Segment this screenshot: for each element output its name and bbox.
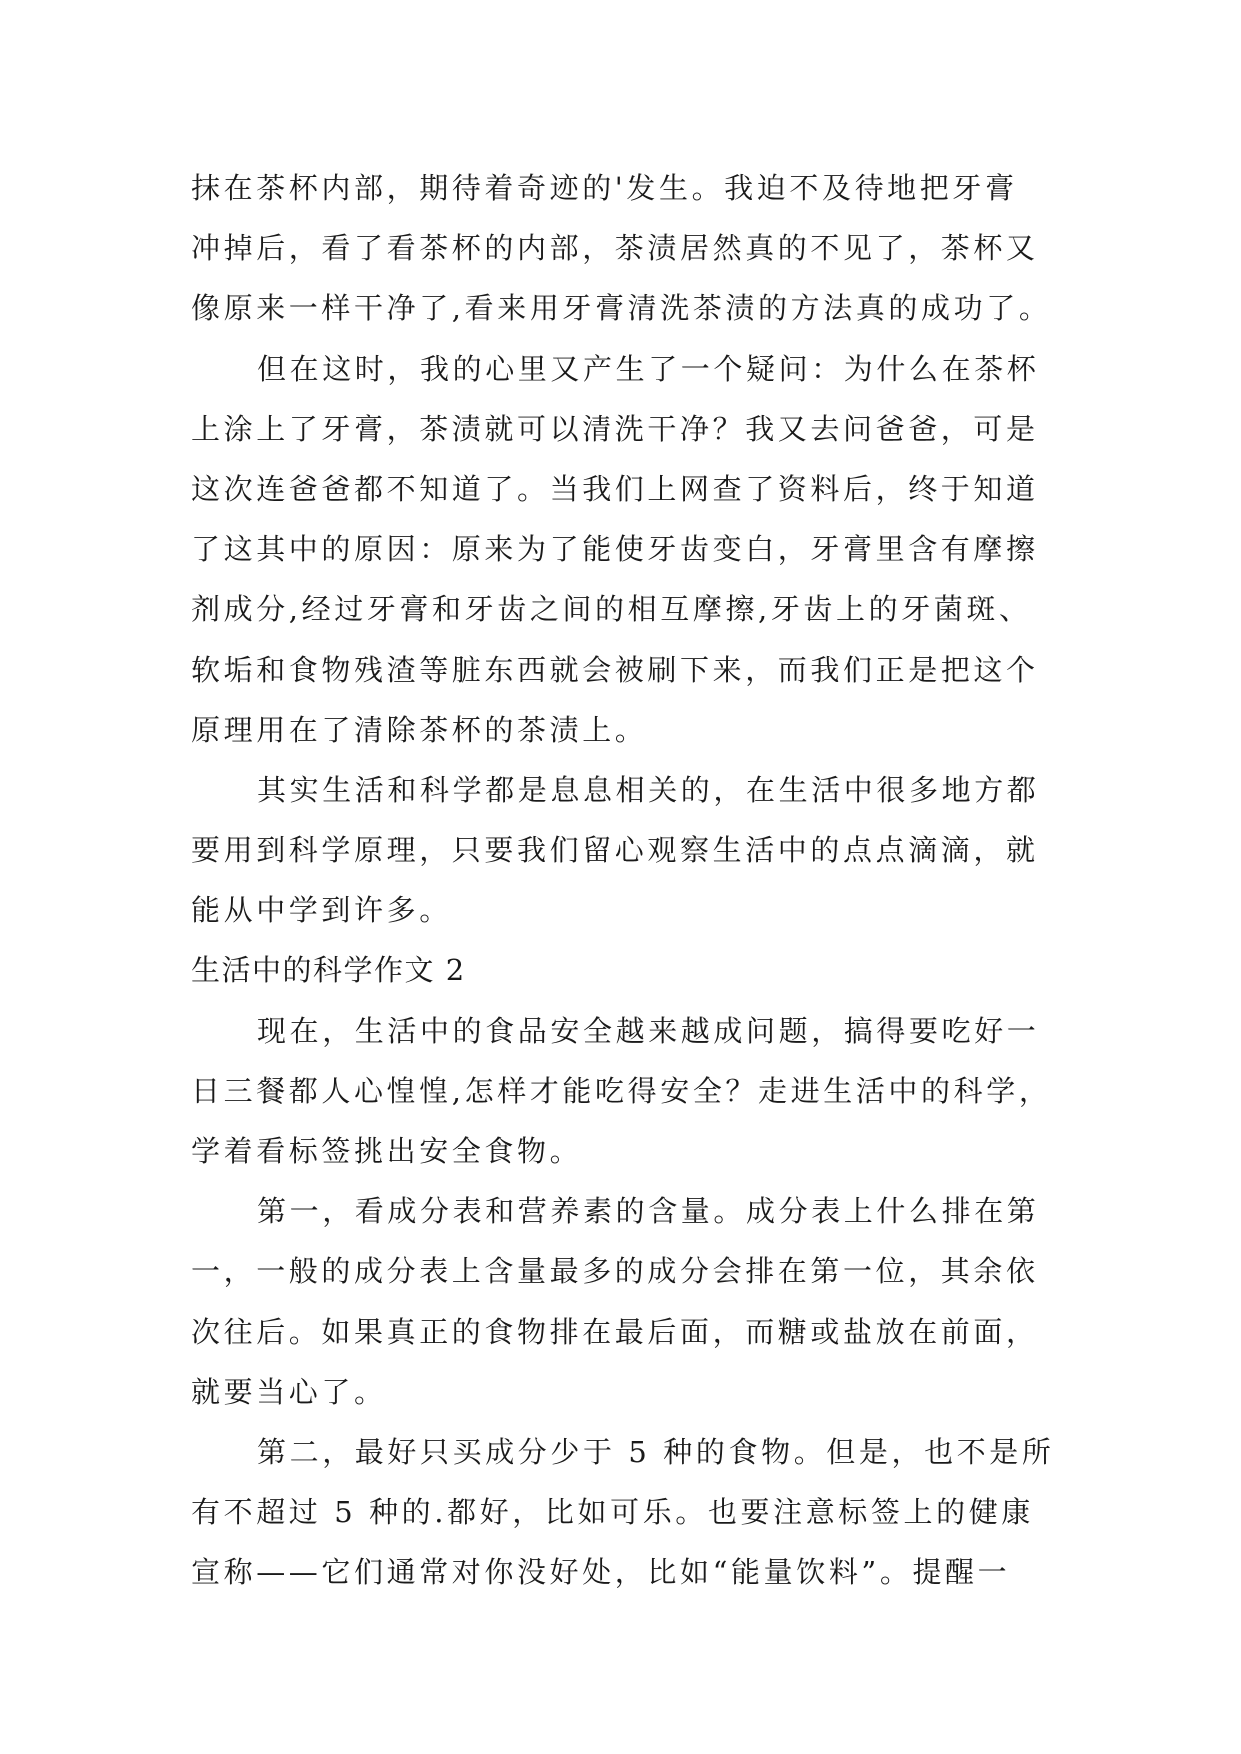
text-line: 但在这时，我的心里又产生了一个疑问：为什么在茶杯 — [257, 351, 1040, 386]
text-line: 有不超过 5 种的.都好，比如可乐。也要注意标签上的健康 — [191, 1495, 1034, 1530]
text-line: 现在，生活中的食品安全越来越成问题，搞得要吃好一 — [257, 1013, 1040, 1048]
text-line: 日三餐都人心惶惶,怎样才能吃得安全？走进生活中的科学， — [191, 1073, 1052, 1108]
text-line: 学着看标签挑出安全食物。 — [191, 1134, 583, 1168]
document-body — [191, 158, 1091, 1603]
paragraph — [191, 1422, 1091, 1603]
paragraph — [191, 339, 1091, 760]
text-line: 剂成分,经过牙膏和牙齿之间的相互摩擦,牙齿上的牙菌斑、 — [191, 592, 1032, 627]
paragraph — [191, 158, 1091, 339]
text-line: 这次连爸爸都不知道了。当我们上网查了资料后，终于知道 — [191, 471, 1039, 506]
text-line: 第二，最好只买成分少于 5 种的食物。但是，也不是所 — [257, 1434, 1055, 1469]
text-line: 原理用在了清除茶杯的茶渍上。 — [191, 712, 648, 747]
text-line: 冲掉后，看了看茶杯的内部，茶渍居然真的不见了，茶杯又 — [191, 231, 1039, 266]
text-line: 抹在茶杯内部，期待着奇迹的'发生。我迫不及待地把牙膏 — [191, 171, 1018, 205]
text-line: 其实生活和科学都是息息相关的，在生活中很多地方都 — [257, 772, 1040, 807]
paragraph — [191, 1001, 1091, 1182]
text-line: 像原来一样干净了,看来用牙膏清洗茶渍的方法真的成功了。 — [191, 291, 1052, 326]
text-line: 就要当心了。 — [191, 1374, 387, 1409]
text-line: 软垢和食物残渣等脏东西就会被刷下来，而我们正是把这个 — [191, 652, 1039, 687]
text-line: 了这其中的原因：原来为了能使牙齿变白，牙膏里含有摩擦 — [191, 532, 1039, 567]
text-line: 要用到科学原理，只要我们留心观察生活中的点点滴滴，就 — [191, 833, 1039, 868]
text-line: 次往后。如果真正的食物排在最后面，而糖或盐放在前面， — [191, 1314, 1039, 1349]
paragraph — [191, 1181, 1091, 1422]
text-line: 生活中的科学作文 2 — [191, 953, 466, 988]
text-line: 一，一般的成分表上含量最多的成分会排在第一位，其余依 — [191, 1254, 1039, 1289]
text-line: 上涂上了牙膏，茶渍就可以清洗干净？我又去问爸爸，可是 — [191, 411, 1039, 446]
text-line: 能从中学到许多。 — [191, 893, 452, 928]
text-line: 第一，看成分表和营养素的含量。成分表上什么排在第 — [257, 1194, 1040, 1229]
text-line: 宣称——它们通常对你没好处，比如“能量饮料”。提醒一 — [191, 1555, 1011, 1590]
paragraph — [191, 760, 1091, 941]
section-heading — [191, 940, 1091, 1000]
